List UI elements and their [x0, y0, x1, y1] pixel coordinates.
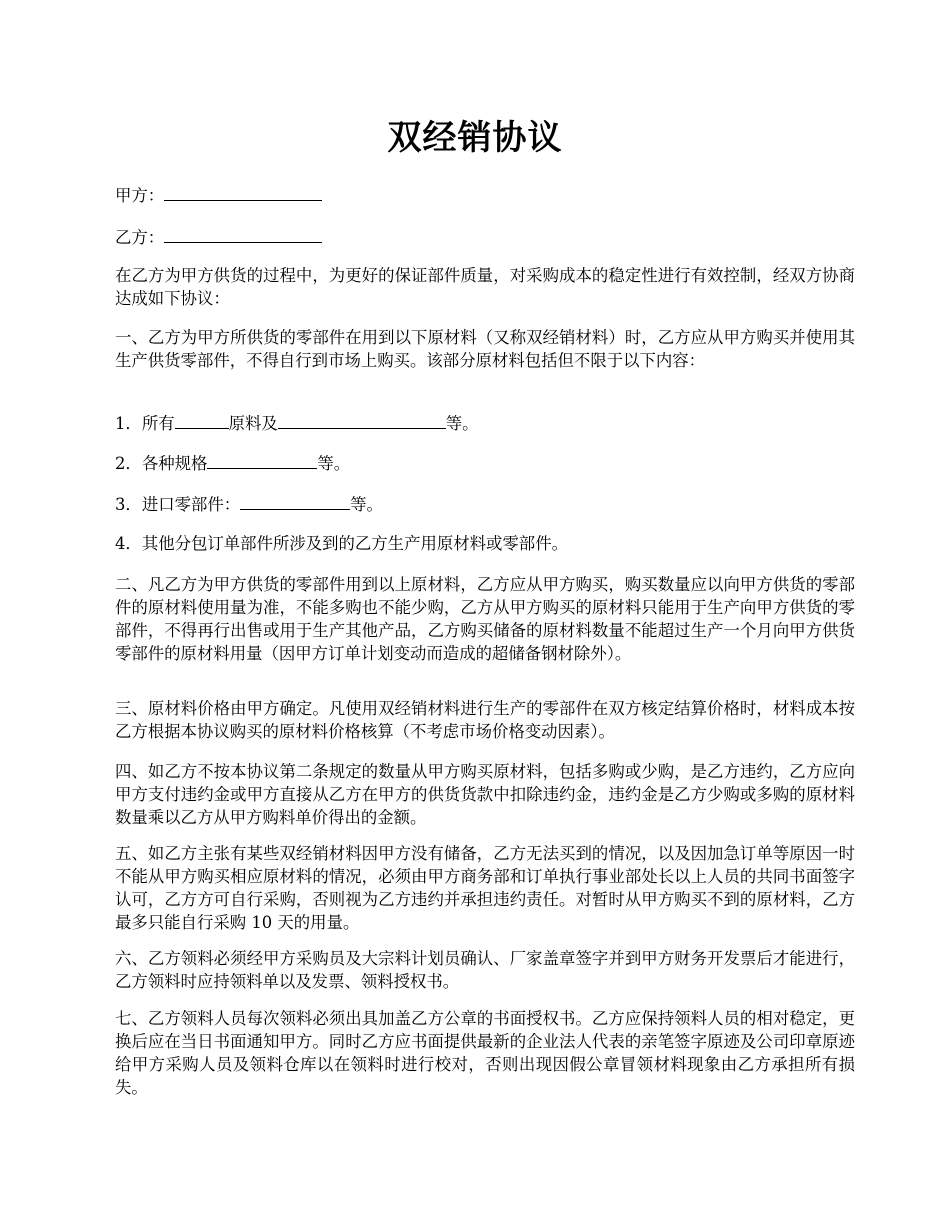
list-item-4: 4．其他分包订单部件所涉及到的乙方生产用原材料或零部件。: [115, 534, 568, 553]
clause-2: 二、凡乙方为甲方供货的零部件用到以上原材料，乙方应从甲方购买，购买数量应以向甲方供货的零部件的原材料使用量为准，不能多购也不能少购，乙方从甲方购买的原材料只能用于生产向甲方供货的零部件，不得再行出售或用于生产其他产品，乙方购买储备的原材料数量不能超过生产一个月向甲方供货零部件的原材料用量（因甲方订单计划变动而造成的超储备钢材除外）。: [115, 575, 855, 663]
clause-4: 四、如乙方不按本协议第二条规定的数量从甲方购买原材料，包括多购或少购，是乙方违约，乙方应向甲方支付违约金或甲方直接从乙方在甲方的供货货款中扣除违约金，违约金是乙方少购或多购的原材料数量乘以乙方从甲方购料单价得出的金额。: [115, 762, 855, 827]
item-3-text-a: 3．进口零部件：: [115, 495, 241, 514]
item-2-text-b: 等。: [317, 454, 351, 473]
item-1-text-c: 等。: [445, 414, 479, 433]
list-item-1: [115, 410, 855, 435]
clause-6: 六、乙方领料必须经甲方采购员及大宗料计划员确认、厂家盖章签字并到甲方财务开发票后才能进行，乙方领料时应持领料单以及发票、领料授权书。: [115, 949, 855, 991]
item-3-text-b: 等。: [350, 495, 383, 514]
clause-1: 一、乙方为甲方所供货的零部件在用到以下原材料（又称双经销材料）时，乙方应从甲方购买并使用其生产供货零部件，不得自行到市场上购买。该部分原材料包括但不限于以下内容：: [115, 328, 855, 370]
list-item-3: [115, 491, 855, 516]
item-1-blank-a: [175, 410, 229, 429]
party-b-line: [115, 224, 855, 249]
item-2-blank: [207, 450, 317, 469]
item-1-blank-b: [278, 410, 446, 429]
party-b-label: 乙方：: [115, 228, 165, 247]
item-2-text-a: 2．各种规格: [115, 454, 208, 473]
party-b-blank: [164, 224, 322, 243]
item-1-text-a: 1．所有: [115, 414, 175, 433]
party-a-line: [115, 182, 855, 207]
party-a-blank: [164, 182, 322, 201]
list-item-2: [115, 450, 855, 475]
intro-paragraph: 在乙方为甲方供货的过程中，为更好的保证部件质量，对采购成本的稳定性进行有效控制，经双方协商达成如下协议：: [115, 266, 855, 308]
party-a-label: 甲方：: [115, 186, 165, 205]
item-1-text-b: 原料及: [228, 414, 278, 433]
item-3-blank: [240, 491, 350, 510]
clause-3: 三、原材料价格由甲方确定。凡使用双经销材料进行生产的零部件在双方核定结算价格时，材料成本按乙方根据本协议购买的原材料价格核算（不考虑市场价格变动因素）。: [115, 699, 855, 741]
clause-5: 五、如乙方主张有某些双经销材料因甲方没有储备，乙方无法买到的情况，以及因加急订单等原因一时不能从甲方购买相应原材料的情况，必须由甲方商务部和订单执行事业部处长以上人员的共同书面签字认可，乙方方可自行采购，否则视为乙方违约并承担违约责任。对暂时从甲方购买不到的原材料，乙方最多只能自行采购 10 天的用量。: [115, 844, 855, 932]
document-title: 双经销协议: [387, 118, 563, 158]
clause-7: 七、乙方领料人员每次领料必须出具加盖乙方公章的书面授权书。乙方应保持领料人员的相对稳定，更换后应在当日书面通知甲方。同时乙方应书面提供最新的企业法人代表的亲笔签字原迹及公司印章原迹给甲方采购人员及领料仓库以在领料时进行校对，否则出现因假公章冒领材料现象由乙方承担所有损失。: [115, 1009, 855, 1097]
